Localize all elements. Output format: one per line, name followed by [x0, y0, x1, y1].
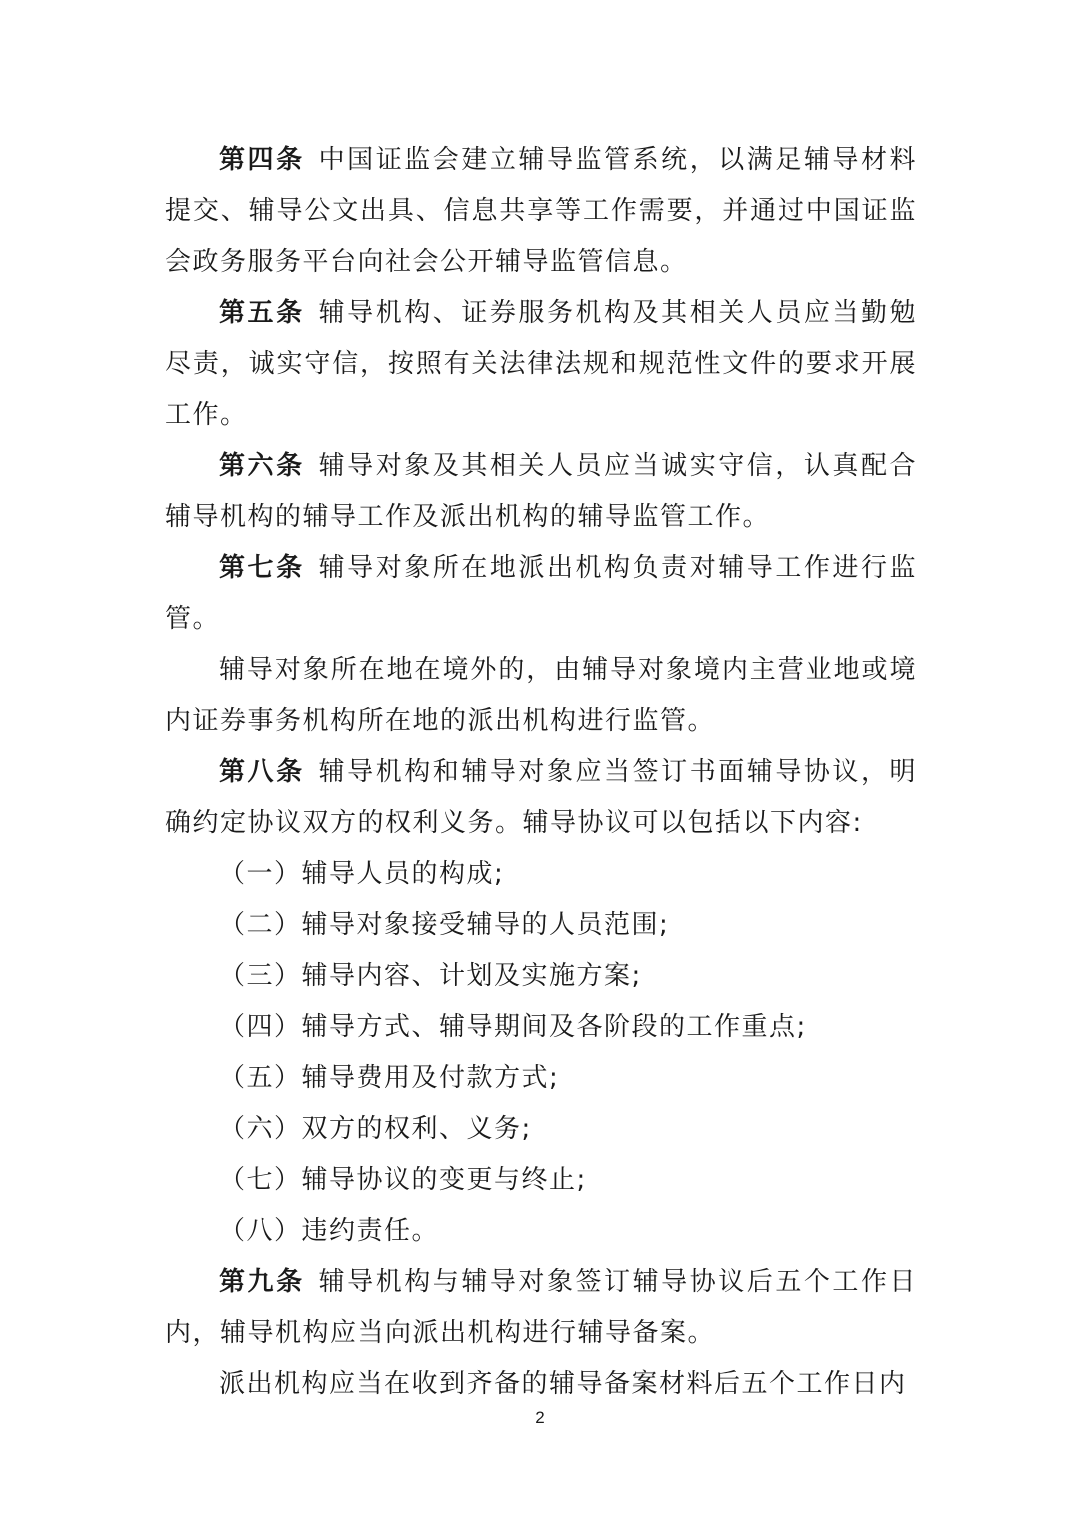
article-9 — [165, 1257, 917, 1359]
article-7 — [165, 543, 917, 645]
article-heading: 第五条 — [219, 298, 305, 328]
article-heading: 第四条 — [219, 145, 305, 175]
article-7-clause-2 — [165, 645, 917, 747]
list-item: （八）违约责任。 — [219, 1216, 440, 1246]
article-text: 辅导机构、证券服务机构及其相关人员应当勤勉尽责，诚实守信，按照有关法律法规和规范性文件的要求开展工作。 — [165, 298, 917, 430]
article-heading: 第七条 — [219, 553, 305, 583]
document-body — [165, 135, 917, 1410]
article-heading: 第九条 — [219, 1267, 305, 1297]
page-number: 2 — [535, 1408, 545, 1427]
article-text: 辅导对象及其相关人员应当诚实守信，认真配合辅导机构的辅导工作及派出机构的辅导监管工作。 — [165, 451, 917, 532]
article-8 — [165, 747, 917, 849]
paragraph-text: 派出机构应当在收到齐备的辅导备案材料后五个工作日内 — [219, 1369, 907, 1399]
article-heading: 第六条 — [219, 451, 305, 481]
list-item: （四）辅导方式、辅导期间及各阶段的工作重点; — [219, 1012, 807, 1042]
article-4 — [165, 135, 917, 288]
article-text: 辅导机构和辅导对象应当签订书面辅导协议，明确约定协议双方的权利义务。辅导协议可以包括以下内容: — [165, 757, 917, 838]
article-text: 中国证监会建立辅导监管系统，以满足辅导材料提交、辅导公文出具、信息共享等工作需要，并通过中国证监会政务服务平台向社会公开辅导监管信息。 — [165, 145, 917, 277]
article-5 — [165, 288, 917, 441]
list-item: （七）辅导协议的变更与终止; — [219, 1165, 587, 1195]
article-6 — [165, 441, 917, 543]
list-item: （二）辅导对象接受辅导的人员范围; — [219, 910, 670, 940]
paragraph-text: 辅导对象所在地在境外的，由辅导对象境内主营业地或境内证券事务机构所在地的派出机构进行监管。 — [165, 655, 917, 736]
article-9-clause-2 — [165, 1359, 917, 1410]
list-item: （三）辅导内容、计划及实施方案; — [219, 961, 642, 991]
article-text: 辅导机构与辅导对象签订辅导协议后五个工作日内，辅导机构应当向派出机构进行辅导备案。 — [165, 1267, 917, 1348]
list-item: （六）双方的权利、义务; — [219, 1114, 532, 1144]
article-text: 辅导对象所在地派出机构负责对辅导工作进行监管。 — [165, 553, 917, 634]
list-item: （一）辅导人员的构成; — [219, 859, 505, 889]
article-heading: 第八条 — [219, 757, 305, 787]
list-item: （五）辅导费用及付款方式; — [219, 1063, 560, 1093]
